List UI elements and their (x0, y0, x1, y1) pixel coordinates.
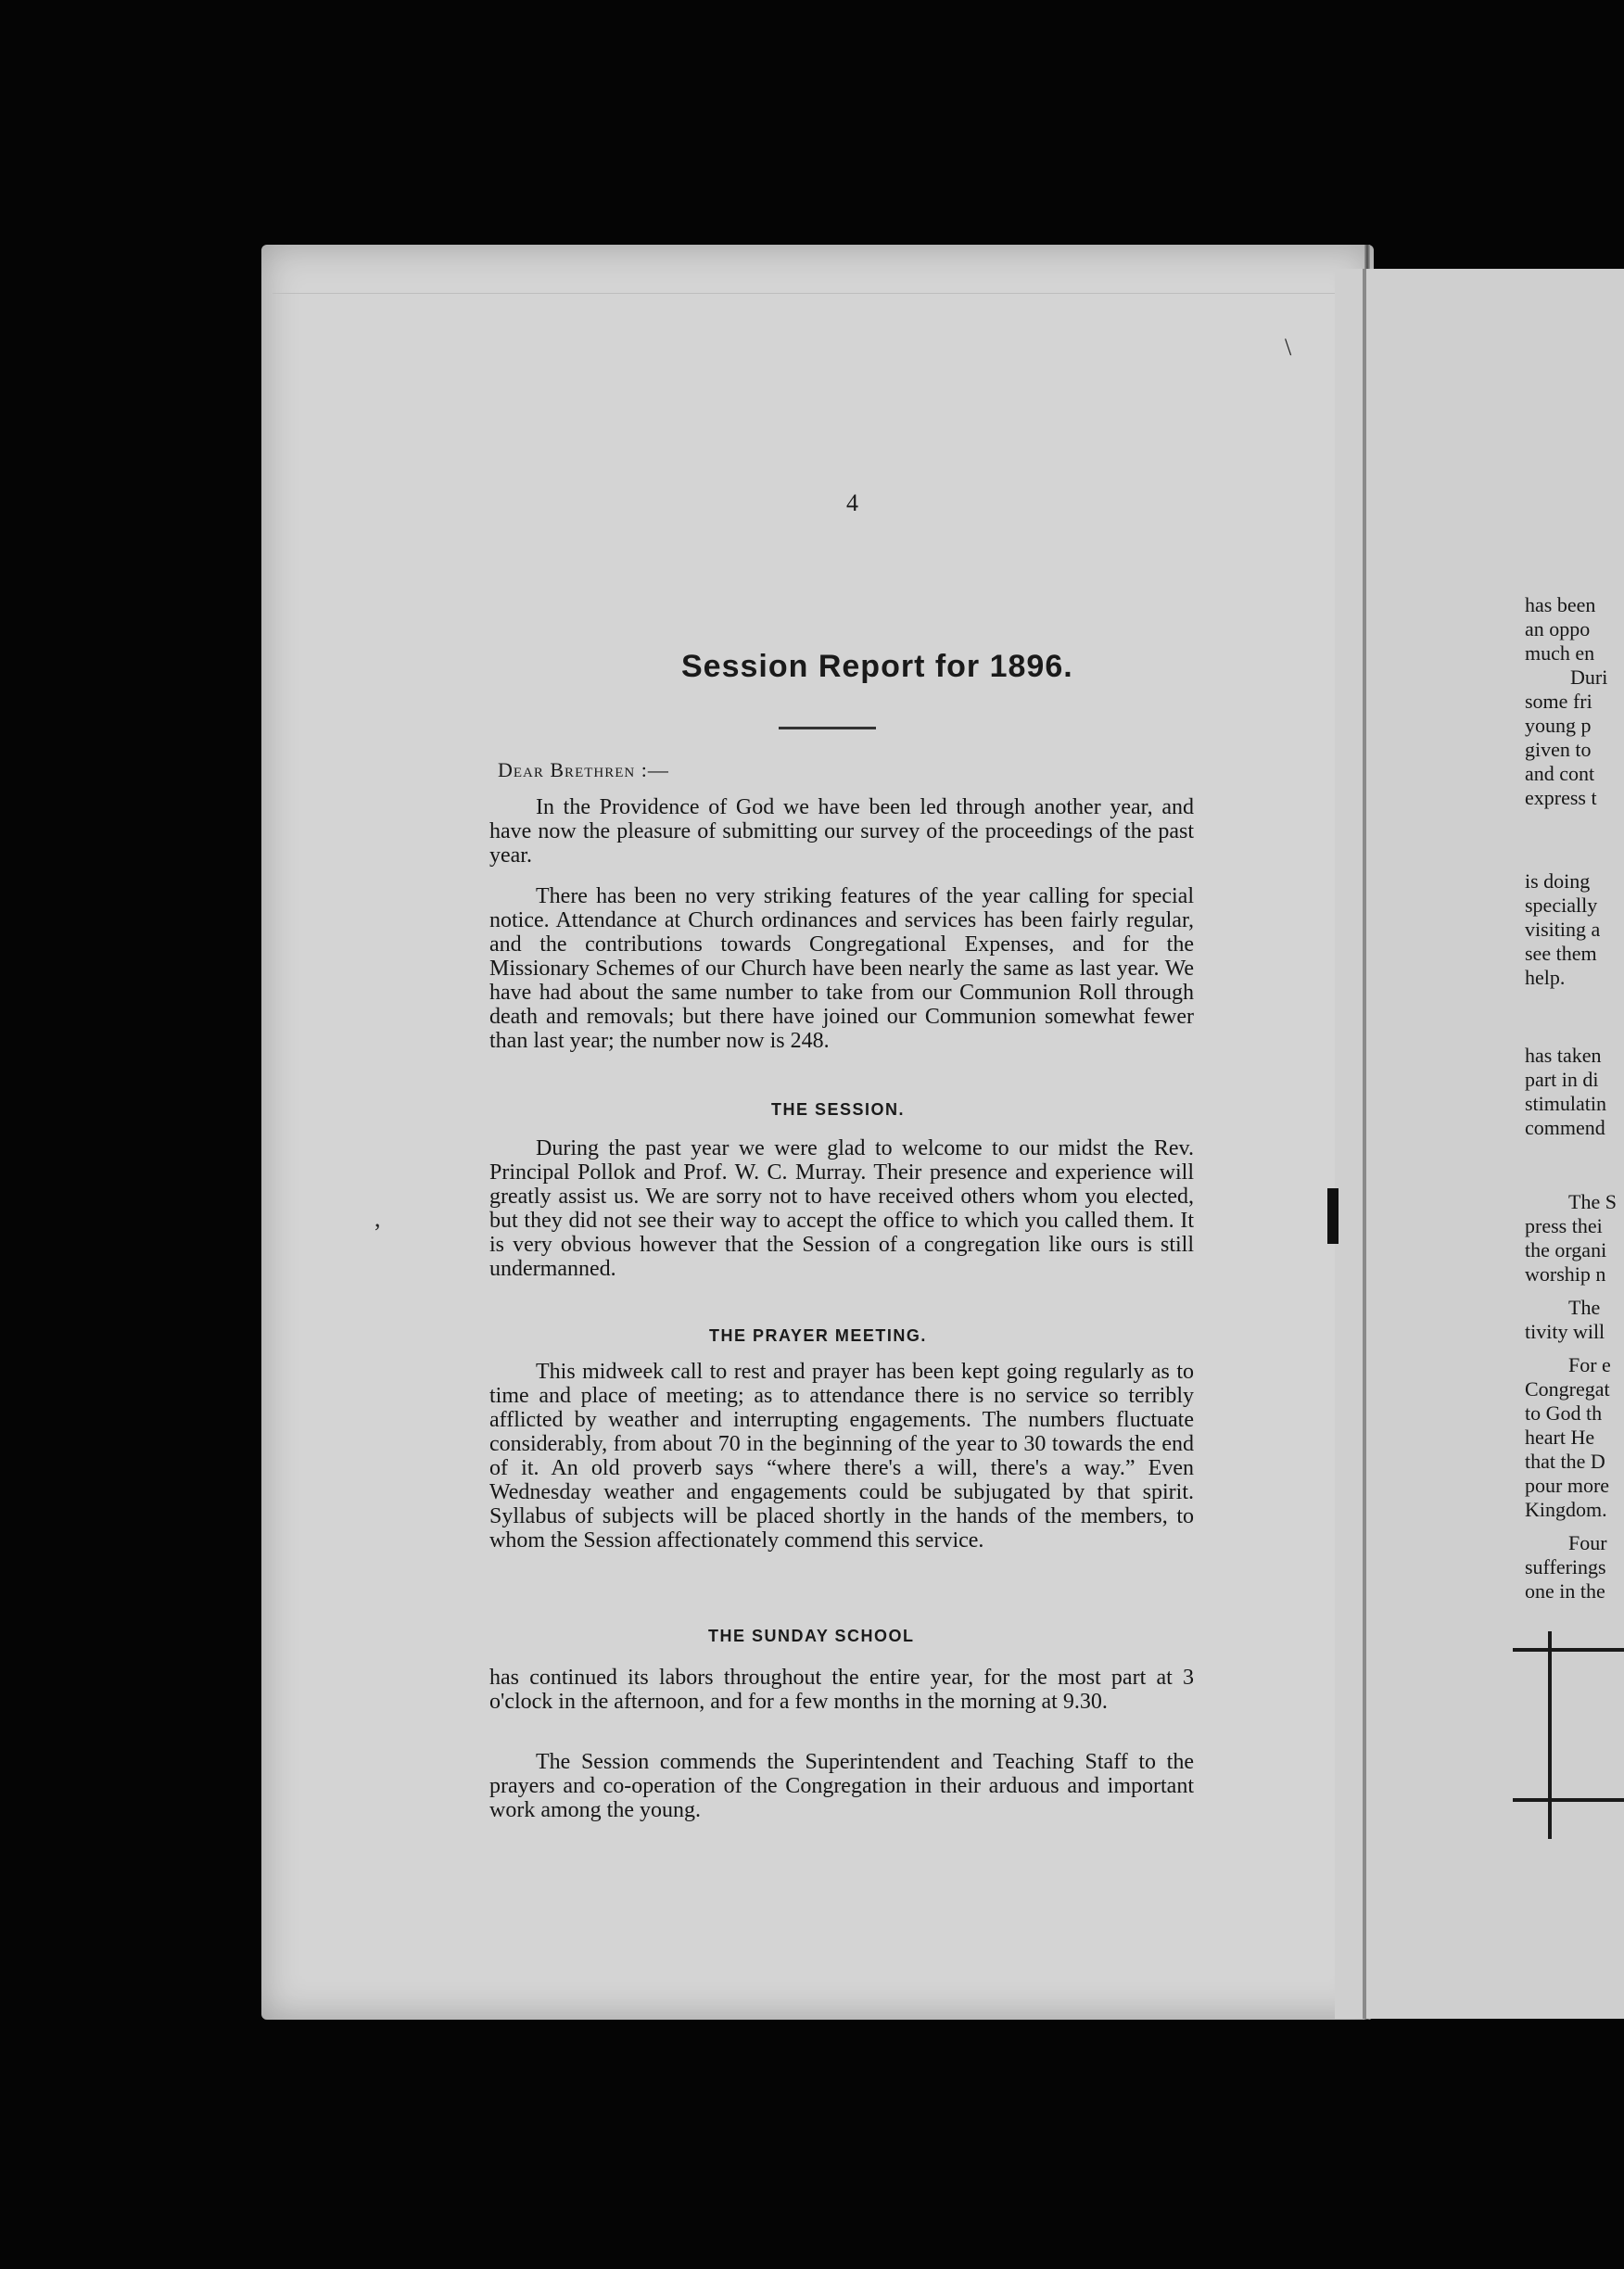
greeting: Dear Brethren :— (498, 758, 669, 781)
adjacent-fragment: the organi (1525, 1238, 1607, 1261)
adjacent-fragment: one in the (1525, 1579, 1605, 1603)
heading-session: THE SESSION. (771, 1100, 906, 1119)
adjacent-fragment: that the D (1525, 1450, 1605, 1473)
adjacent-fragment: part in di (1525, 1068, 1599, 1091)
adjacent-fragment: stimulatin (1525, 1092, 1606, 1115)
adjacent-fragment: Duri (1570, 665, 1608, 689)
paragraph-intro: In the Providence of God we have been led through another year, and have now the pleasure of submitting our survey of the proceedings of the past year. (489, 795, 1194, 868)
adjacent-fragment: much en (1525, 641, 1595, 665)
adjacent-fragment: some fri (1525, 690, 1592, 713)
adjacent-fragment: to God th (1525, 1401, 1603, 1425)
adjacent-fragment: commend (1525, 1116, 1605, 1139)
binding-clip (1327, 1188, 1339, 1244)
adjacent-fragment: has been (1525, 593, 1596, 616)
adjacent-fragment: see them (1525, 942, 1597, 965)
adjacent-fragment: heart He (1525, 1426, 1595, 1449)
adjacent-fragment: express t (1525, 786, 1597, 809)
adjacent-fragment: pour more (1525, 1474, 1610, 1497)
adjacent-fragment: worship n (1525, 1262, 1606, 1286)
adjacent-fragment: is doing (1525, 869, 1591, 893)
page-number: 4 (846, 489, 858, 516)
adjacent-fragment: press thei (1525, 1214, 1603, 1237)
adjacent-page-fold (1363, 269, 1366, 2019)
adjacent-fragment: visiting a (1525, 918, 1601, 941)
paragraph-sunday-school-staff: The Session commends the Superintendent and Teaching Staff to the prayers and co-operation of the Congregation in their arduous and important work among the young. (489, 1750, 1194, 1822)
adjacent-fragment: an oppo (1525, 617, 1591, 640)
adjacent-fragment: The (1568, 1296, 1601, 1319)
page-title: Session Report for 1896. (681, 649, 1073, 684)
adjacent-fragment: Congregat (1525, 1377, 1610, 1401)
adjacent-fragment: help. (1525, 966, 1566, 989)
paragraph-sunday-school: has continued its labors throughout the entire year, for the most part at 3 o'clock in the afternoon, and for a few months in the morning at 9.30. (489, 1666, 1194, 1714)
adjacent-fragment: has taken (1525, 1044, 1602, 1067)
adjacent-fragment: sufferings (1525, 1555, 1606, 1578)
table-rule-top (1513, 1648, 1624, 1652)
adjacent-fragment: specially (1525, 894, 1598, 917)
page-edge-rule (273, 293, 1339, 294)
adjacent-page (1335, 269, 1624, 2019)
adjacent-fragment: tivity will (1525, 1320, 1605, 1343)
adjacent-fragment: given to (1525, 738, 1592, 761)
adjacent-fragment: and cont (1525, 762, 1595, 785)
title-underline (779, 727, 876, 729)
heading-sunday-school: THE SUNDAY SCHOOL (708, 1627, 915, 1645)
adjacent-fragment: Kingdom. (1525, 1498, 1607, 1521)
adjacent-fragment: young p (1525, 714, 1592, 737)
paragraph-overview: There has been no very striking features of the year calling for special notice. Attendance at Church ordinances and services has been fairly regular, and the contributions towards Congregational Expenses, and for the Missionary Schemes of our Church have been nearly the same as last year. We have had about the same number to take from our Communion Roll through death and removals; but there have joined our Communion somewhat fewer than last year; the number now is 248. (489, 884, 1194, 1053)
stray-mark: \ (1285, 334, 1292, 361)
stray-mark: , (374, 1205, 381, 1232)
adjacent-fragment: For e (1568, 1353, 1611, 1376)
table-rule-vertical (1548, 1631, 1552, 1839)
paragraph-session: During the past year we were glad to welcome to our midst the Rev. Principal Pollok and Prof. W. C. Murray. Their presence and experience will greatly assist us. We are sorry not to have received others whom you elected, but they did not see their way to accept the office to which you called them. It is very obvious however that the Session of a congregation like ours is still undermanned. (489, 1136, 1194, 1281)
table-rule-bottom (1513, 1798, 1624, 1802)
heading-prayer-meeting: THE PRAYER MEETING. (709, 1326, 927, 1345)
paragraph-prayer-meeting: This midweek call to rest and prayer has been kept going regularly as to time and place of meeting; as to attendance there is no service so terribly afflicted by weather and interrupting engagements. The numbers fluctuate considerably, from about 70 in the beginning of the year to 30 towards the end of it. An old proverb says “where there's a will, there's a way.” Even Wednesday weather and engagements could be subjugated by that spirit. Syllabus of subjects will be placed shortly in the hands of the members, to whom the Session affectionately commend this service. (489, 1360, 1194, 1553)
adjacent-fragment: The S (1568, 1190, 1617, 1213)
adjacent-fragment: Four (1568, 1531, 1607, 1554)
